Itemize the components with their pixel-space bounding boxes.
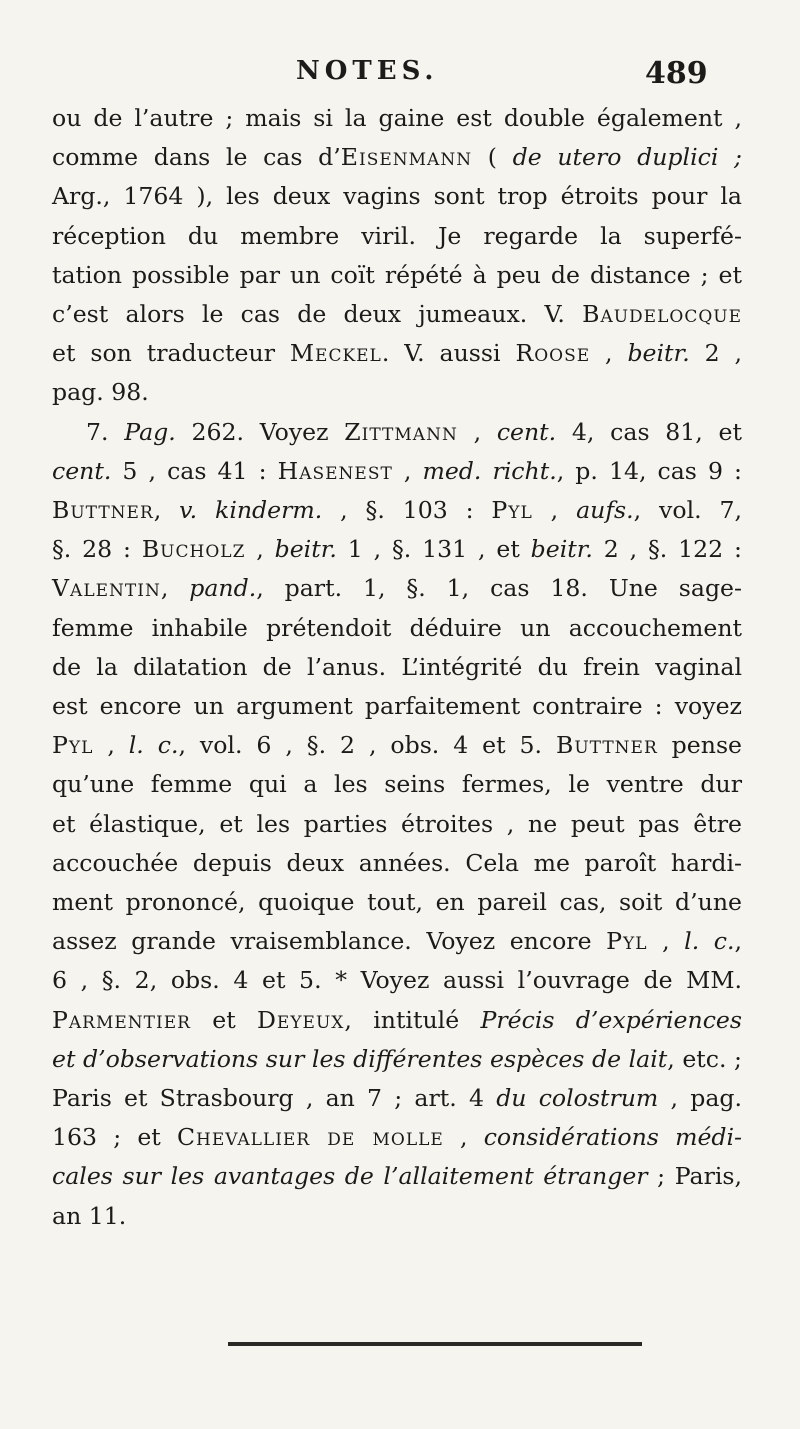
text-line	[52, 1079, 742, 1118]
author-name: Zittmann	[344, 417, 458, 446]
text-line	[52, 726, 742, 765]
text-line	[52, 805, 742, 844]
text-line	[52, 177, 742, 216]
italic-reference: beitr.	[530, 535, 593, 564]
italic-reference: Précis d’expériences	[480, 1005, 742, 1034]
italic-reference: cent.	[496, 417, 557, 446]
text-run: ,	[93, 731, 129, 760]
text-run: ,	[532, 496, 577, 525]
notes-text-block	[52, 99, 742, 1236]
text-line	[52, 648, 742, 687]
author-name: Meckel	[289, 339, 382, 368]
italic-reference: beitr.	[274, 535, 337, 564]
author-name: Deyeux	[257, 1005, 345, 1034]
page-number: 489	[645, 56, 708, 91]
text-line	[52, 491, 742, 530]
text-run: accouchée depuis deux années. Cela me paroît hardi-	[52, 848, 742, 877]
author-name: Pyl	[52, 731, 94, 760]
author-name: Buttner	[52, 496, 154, 525]
italic-reference: l. c.	[128, 731, 179, 760]
text-line	[52, 765, 742, 804]
italic-reference: cent.	[52, 456, 112, 485]
italic-reference: cales sur les avantages de l’allaitement étranger	[52, 1162, 648, 1191]
text-run: ou de l’autre ; mais si la gaine est double également ,	[52, 104, 742, 132]
text-line	[52, 883, 742, 922]
author-name: Chevallier de molle	[176, 1123, 444, 1152]
text-run: réception du membre viril. Je regarde la superfé-	[52, 221, 742, 250]
text-run: §. 28 :	[52, 535, 142, 564]
text-line	[52, 413, 742, 452]
text-run: 6 , §. 2, obs. 4 et 5. * Voyez aussi l’ouvrage de MM.	[52, 966, 742, 995]
text-run: , vol. 6 , §. 2 , obs. 4 et 5.	[178, 731, 556, 760]
text-run: et son traducteur	[52, 339, 290, 368]
text-run: . V. aussi	[381, 339, 516, 368]
author-name: Bucholz	[141, 535, 246, 564]
text-run: , intitulé	[344, 1005, 481, 1034]
text-run: , etc. ;	[667, 1044, 742, 1073]
italic-reference: Pag.	[124, 417, 176, 446]
text-run: 7.	[86, 417, 125, 446]
italic-reference: l. c.	[684, 927, 735, 956]
text-run: , §. 103 :	[322, 496, 492, 525]
text-line	[52, 99, 742, 138]
italic-reference: du colostrum	[496, 1084, 659, 1113]
italic-reference: med. richt.	[422, 456, 557, 485]
italic-reference: de utero duplici ;	[512, 143, 742, 172]
italic-reference: beitr.	[627, 339, 690, 368]
text-line	[52, 295, 742, 334]
text-run: ,	[392, 456, 423, 485]
text-run: ,	[457, 417, 497, 446]
italic-reference: pand.	[189, 574, 257, 603]
text-line	[52, 1001, 742, 1040]
text-line	[52, 217, 742, 256]
text-line	[52, 138, 742, 177]
text-run: , part. 1, §. 1, cas 18. Une sage-	[256, 574, 742, 603]
text-run: 2 ,	[689, 339, 743, 368]
text-line	[52, 1197, 742, 1236]
text-run: Arg., 1764 ), les deux vagins sont trop étroits pour la	[52, 182, 742, 211]
text-run: , p. 14, cas 9 :	[556, 456, 743, 485]
italic-reference: et d’observations sur les différentes espèces de lait	[52, 1044, 668, 1073]
text-run: 4, cas 81, et	[556, 417, 742, 446]
italic-reference: aufs.	[576, 496, 634, 525]
text-run: (	[472, 143, 513, 172]
text-run: c’est alors le cas de deux jumeaux. V.	[52, 300, 583, 329]
text-line	[52, 334, 742, 373]
text-run: Paris et Strasbourg , an 7 ; art. 4	[52, 1084, 497, 1113]
author-name: Buttner	[556, 731, 658, 760]
text-run: femme inhabile prétendoit déduire un accouchement	[52, 613, 742, 642]
text-run: ,	[153, 496, 180, 525]
author-name: Roose	[515, 339, 591, 368]
text-run: pense	[657, 731, 743, 760]
text-run: ,	[160, 574, 190, 603]
text-run: ,	[734, 927, 743, 956]
text-run: 5 , cas 41 :	[111, 456, 278, 485]
italic-reference: considérations médi-	[483, 1123, 743, 1152]
text-run: ,	[647, 927, 685, 956]
text-run: ,	[245, 535, 275, 564]
author-name: Pyl	[606, 927, 648, 956]
text-line	[52, 452, 742, 491]
author-name: Hasenest	[277, 456, 393, 485]
author-name: Eisenmann	[340, 143, 473, 172]
text-line	[52, 922, 742, 961]
text-line	[52, 373, 742, 412]
author-name: Baudelocque	[582, 300, 742, 329]
text-line	[52, 1118, 742, 1157]
text-run: ,	[443, 1123, 484, 1152]
text-line	[52, 961, 742, 1000]
text-run: 2 , §. 122 :	[592, 535, 742, 564]
text-run: ; Paris,	[647, 1162, 743, 1191]
text-run: pag. 98.	[52, 378, 149, 407]
text-run: comme dans le cas d’	[52, 143, 341, 172]
text-line	[52, 687, 742, 726]
text-line	[52, 1157, 742, 1196]
text-run: tation possible par un coït répété à peu de distance ; et	[52, 260, 742, 289]
author-name: Parmentier	[52, 1005, 191, 1034]
text-run: 262. Voyez	[175, 417, 345, 446]
text-run: et	[190, 1005, 257, 1034]
text-run: 163 ; et	[52, 1123, 177, 1152]
author-name: Pyl	[491, 496, 533, 525]
author-name: Valentin	[52, 574, 161, 603]
text-line	[52, 1040, 742, 1079]
italic-reference: v. kinderm.	[179, 496, 323, 525]
running-head: NOTES.	[296, 56, 439, 86]
text-run: ,	[590, 339, 628, 368]
text-run: , pag.	[658, 1084, 743, 1113]
text-line	[52, 256, 742, 295]
text-line	[52, 530, 742, 569]
text-line	[52, 609, 742, 648]
text-line	[52, 844, 742, 883]
text-run: assez grande vraisemblance. Voyez encore	[52, 927, 607, 956]
text-run: , vol. 7,	[633, 496, 743, 525]
text-run: de la dilatation de l’anus. L’intégrité du frein vaginal	[52, 652, 742, 681]
text-run: 1 , §. 131 , et	[336, 535, 531, 564]
text-run: qu’une femme qui a les seins fermes, le ventre dur	[52, 770, 742, 799]
text-run: est encore un argument parfaitement contraire : voyez	[52, 692, 742, 721]
end-rule	[228, 1342, 642, 1346]
text-run: ment prononcé, quoique tout, en pareil cas, soit d’une	[52, 888, 742, 917]
text-line	[52, 569, 742, 608]
text-run: et élastique, et les parties étroites , ne peut pas être	[52, 809, 742, 838]
text-run: an 11.	[52, 1201, 127, 1230]
